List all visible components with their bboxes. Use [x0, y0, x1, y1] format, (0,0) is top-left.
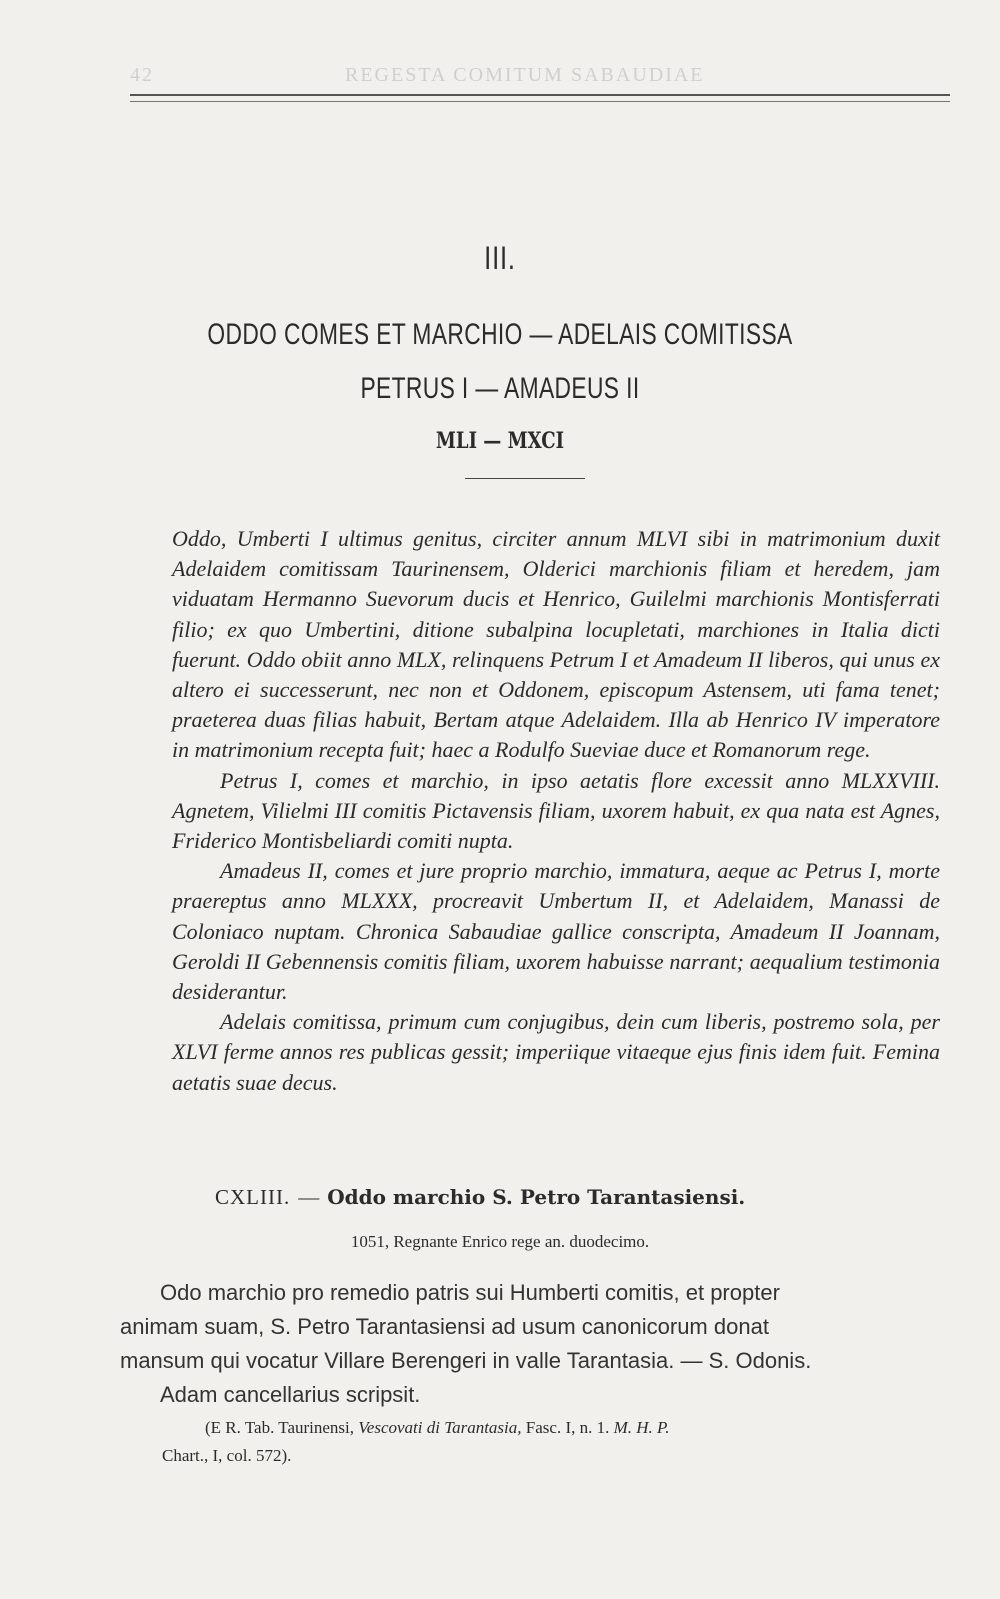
page-number: 42: [130, 64, 154, 86]
section-dates: MLI — MXCI: [435, 428, 565, 454]
summary-line: Odo marchio pro remedio patris sui Humberti comitis, et propter: [160, 1280, 780, 1305]
document-separator: —: [298, 1185, 320, 1209]
source-fascicle: Fasc. I, n. 1.: [525, 1418, 610, 1437]
intro-paragraph-1: Oddo, Umberti I ultimus genitus, circiter annum MLVI sibi in matrimonium duxit Adelaidem comitissam Taurinensem, Olderici marchionis filiam et heredem, jam viduatam Hermanno Suevorum ducis et Henrico, Guilelmi marchionis Montisferrati filio; ex quo Umbertini, ditione subalpina locupletati, marchiones in Italia dicti fuerunt. Oddo obiit anno MLX, relinquens Petrum I et Amadeum II liberos, qui unus ex altero ei successerunt, nec non et Oddonem, episcopum Astensem, uti fama tenet; praeterea duas filias habuit, Bertam atque Adelaidem. Illa ab Henrico IV imperatore in matrimonium recepta fuit; haec a Rodulfo Sueviae duce et Romanorum rege.: [172, 526, 940, 763]
header-rule: [130, 94, 950, 96]
source-edition: M. H. P.: [613, 1418, 670, 1437]
summary-line: animam suam, S. Petro Tarantasiensi ad usum canonicorum donat: [120, 1314, 769, 1339]
summary-line: Adam cancellarius scripsit.: [160, 1382, 421, 1407]
introduction: [172, 524, 940, 1098]
intro-paragraph-3: Amadeus II, comes et jure proprio marchio, immatura, aeque ac Petrus I, morte praereptus anno MLXXX, procreavit Umbertum II, et Adelaidem, Manassi de Coloniaco nuptam. Chronica Sabaudiae gallice conscripta, Amadeum II Joannam, Geroldi II Gebennensis comitis filiam, uxorem habuisse narrant; aequalium testimonia desiderantur.: [172, 858, 940, 1005]
document-heading: [215, 1185, 955, 1210]
document-summary: [120, 1276, 940, 1412]
section-heading-line-2: PETRUS I — AMADEUS II: [360, 372, 640, 405]
document-date: 1051, Regnante Enrico rege an. duodecimo.: [350, 1232, 650, 1251]
section-number: III.: [484, 240, 516, 276]
summary-line: mansum qui vocatur Villare Berengeri in valle Tarantasia. — S. Odonis.: [120, 1348, 812, 1373]
intro-paragraph-4: Adelais comitissa, primum cum conjugibus, dein cum liberis, postremo sola, per XLVI ferme annos res publicas gessit; imperiique vitaeque ejus finis idem fuit. Femina aetatis suae decus.: [172, 1009, 940, 1095]
source-series: Vescovati di Tarantasia,: [358, 1418, 522, 1437]
source-line-2: Chart., I, col. 572).: [162, 1446, 292, 1465]
source-citation: [120, 1414, 940, 1470]
running-head: [120, 64, 940, 88]
source-line-1: [120, 1414, 940, 1442]
source-archive: (E R. Tab. Taurinensi,: [205, 1418, 355, 1437]
section-heading-line-1: ODDO COMES ET MARCHIO — ADELAIS COMITISSA: [207, 318, 793, 351]
intro-paragraph-2: Petrus I, comes et marchio, in ipso aetatis flore excessit anno MLXXVIII. Agnetem, Vilielmi III comitis Pictavensis filiam, uxorem habuit, ex qua nata est Agnes, Friderico Montisbeliardi comiti nupta.: [172, 767, 940, 854]
document-number: CXLIII.: [215, 1185, 291, 1209]
header-rule-thin: [130, 101, 950, 102]
document-title: Oddo marchio S. Petro Tarantasiensi.: [327, 1185, 746, 1209]
running-title: REGESTA COMITUM SABAUDIAE: [345, 64, 705, 86]
section-rule: [465, 478, 585, 479]
